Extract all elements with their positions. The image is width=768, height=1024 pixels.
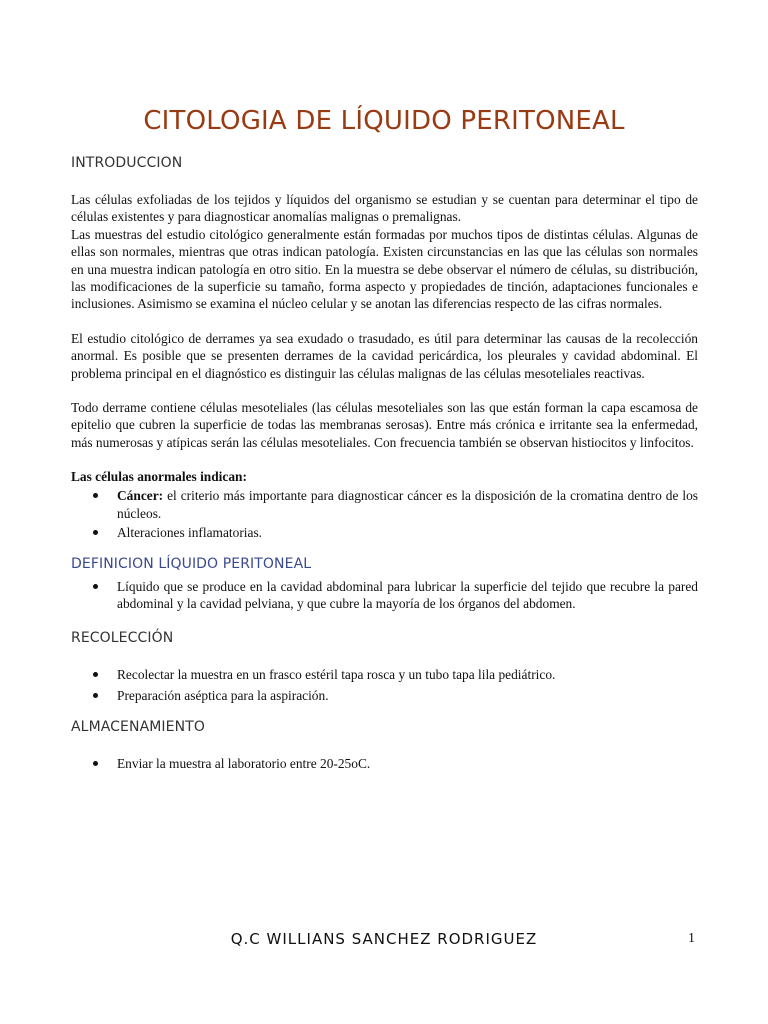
- intro-paragraph-4: Todo derrame contiene células mesoteliales (las células mesoteliales son las que están forman la capa escamosa de epitelio que cubren la superficie de todas las membranas serosas). Entre más crónica e irritante sea la enfermedad, más numerosas y atípicas serán las células mesoteliales. Con frecuencia también se observan histiocitos y linfocitos.: [71, 400, 698, 450]
- bullet-icon: [93, 672, 98, 677]
- bullet-icon: [93, 493, 98, 498]
- document-body: [71, 155, 698, 773]
- page-number: 1: [688, 931, 695, 946]
- collection-list: [71, 666, 698, 704]
- list-item: [71, 666, 698, 683]
- bullet-icon: [93, 761, 98, 766]
- list-item: [71, 524, 698, 541]
- storage-heading: ALMACENAMIENTO: [71, 719, 205, 736]
- list-item-text: el criterio más importante para diagnosticar cáncer es la disposición de la cromatina dentro de los núcleos.: [117, 488, 698, 521]
- abnormal-cells-list: [71, 487, 698, 541]
- definition-heading: DEFINICION LÍQUIDO PERITONEAL: [71, 555, 312, 572]
- bullet-icon: [93, 530, 98, 535]
- list-item: [71, 578, 698, 613]
- intro-paragraph-3: El estudio citológico de derrames ya sea exudado o trasudado, es útil para determinar las causas de la recolección anormal. Es posible que se presenten derrames de la cavidad pericárdica, los pleurales y cavidad abdominal. El problema principal en el diagnóstico es distinguir las células malignas de las células mesoteliales reactivas.: [71, 330, 698, 381]
- intro-heading: INTRODUCCION: [71, 155, 183, 171]
- document-title: CITOLOGIA DE LÍQUIDO PERITONEAL: [143, 106, 625, 136]
- storage-list: [71, 755, 698, 772]
- footer-author: Q.C WILLIANS SANCHEZ RODRIGUEZ: [230, 930, 538, 948]
- list-item-text: Enviar la muestra al laboratorio entre 20-25oC.: [117, 756, 371, 772]
- collection-heading: RECOLECCIÓN: [71, 630, 174, 647]
- list-item-bold: Cáncer:: [117, 488, 164, 504]
- definition-list: [71, 578, 698, 613]
- bullet-icon: [93, 584, 98, 589]
- list-item-text: Alteraciones inflamatorias.: [117, 525, 263, 541]
- list-item-text: Recolectar la muestra en un frasco estéril tapa rosca y un tubo tapa lila pediátrico.: [117, 667, 556, 683]
- list-item: [71, 687, 698, 704]
- bullet-icon: [93, 693, 98, 698]
- list-item: [71, 487, 698, 522]
- list-item-text: Líquido que se produce en la cavidad abdominal para lubricar la superficie del tejido que recubre la pared abdominal y la cavidad pelviana, y que cubre la mayoría de los órganos del abdomen.: [117, 578, 698, 611]
- intro-paragraph-2: Las muestras del estudio citológico generalmente están formadas por muchos tipos de distintas células. Algunas de ellas son normales, mientras que otras indican patología. Existen circunstancias en las que las células son normales en una muestra indican patología en otro sitio. En la muestra se debe observar el número de células, su distribución, las modificaciones de la superficie su tamaño, forma aspecto y propiedades de tinción, adaptaciones funcionales e inclusiones. Asimismo se examina el núcleo celular y se anotan las diferencias respecto de las cifras normales.: [71, 226, 698, 312]
- list-item-text: Preparación aséptica para la aspiración.: [117, 687, 329, 703]
- list-item: [71, 755, 698, 772]
- intro-paragraph-1: Las células exfoliadas de los tejidos y líquidos del organismo se estudian y se cuentan para determinar el tipo de células existentes y para diagnosticar anomalías malignas o premalignas.: [71, 192, 698, 225]
- abnormal-cells-heading: Las células anormales indican:: [71, 469, 247, 485]
